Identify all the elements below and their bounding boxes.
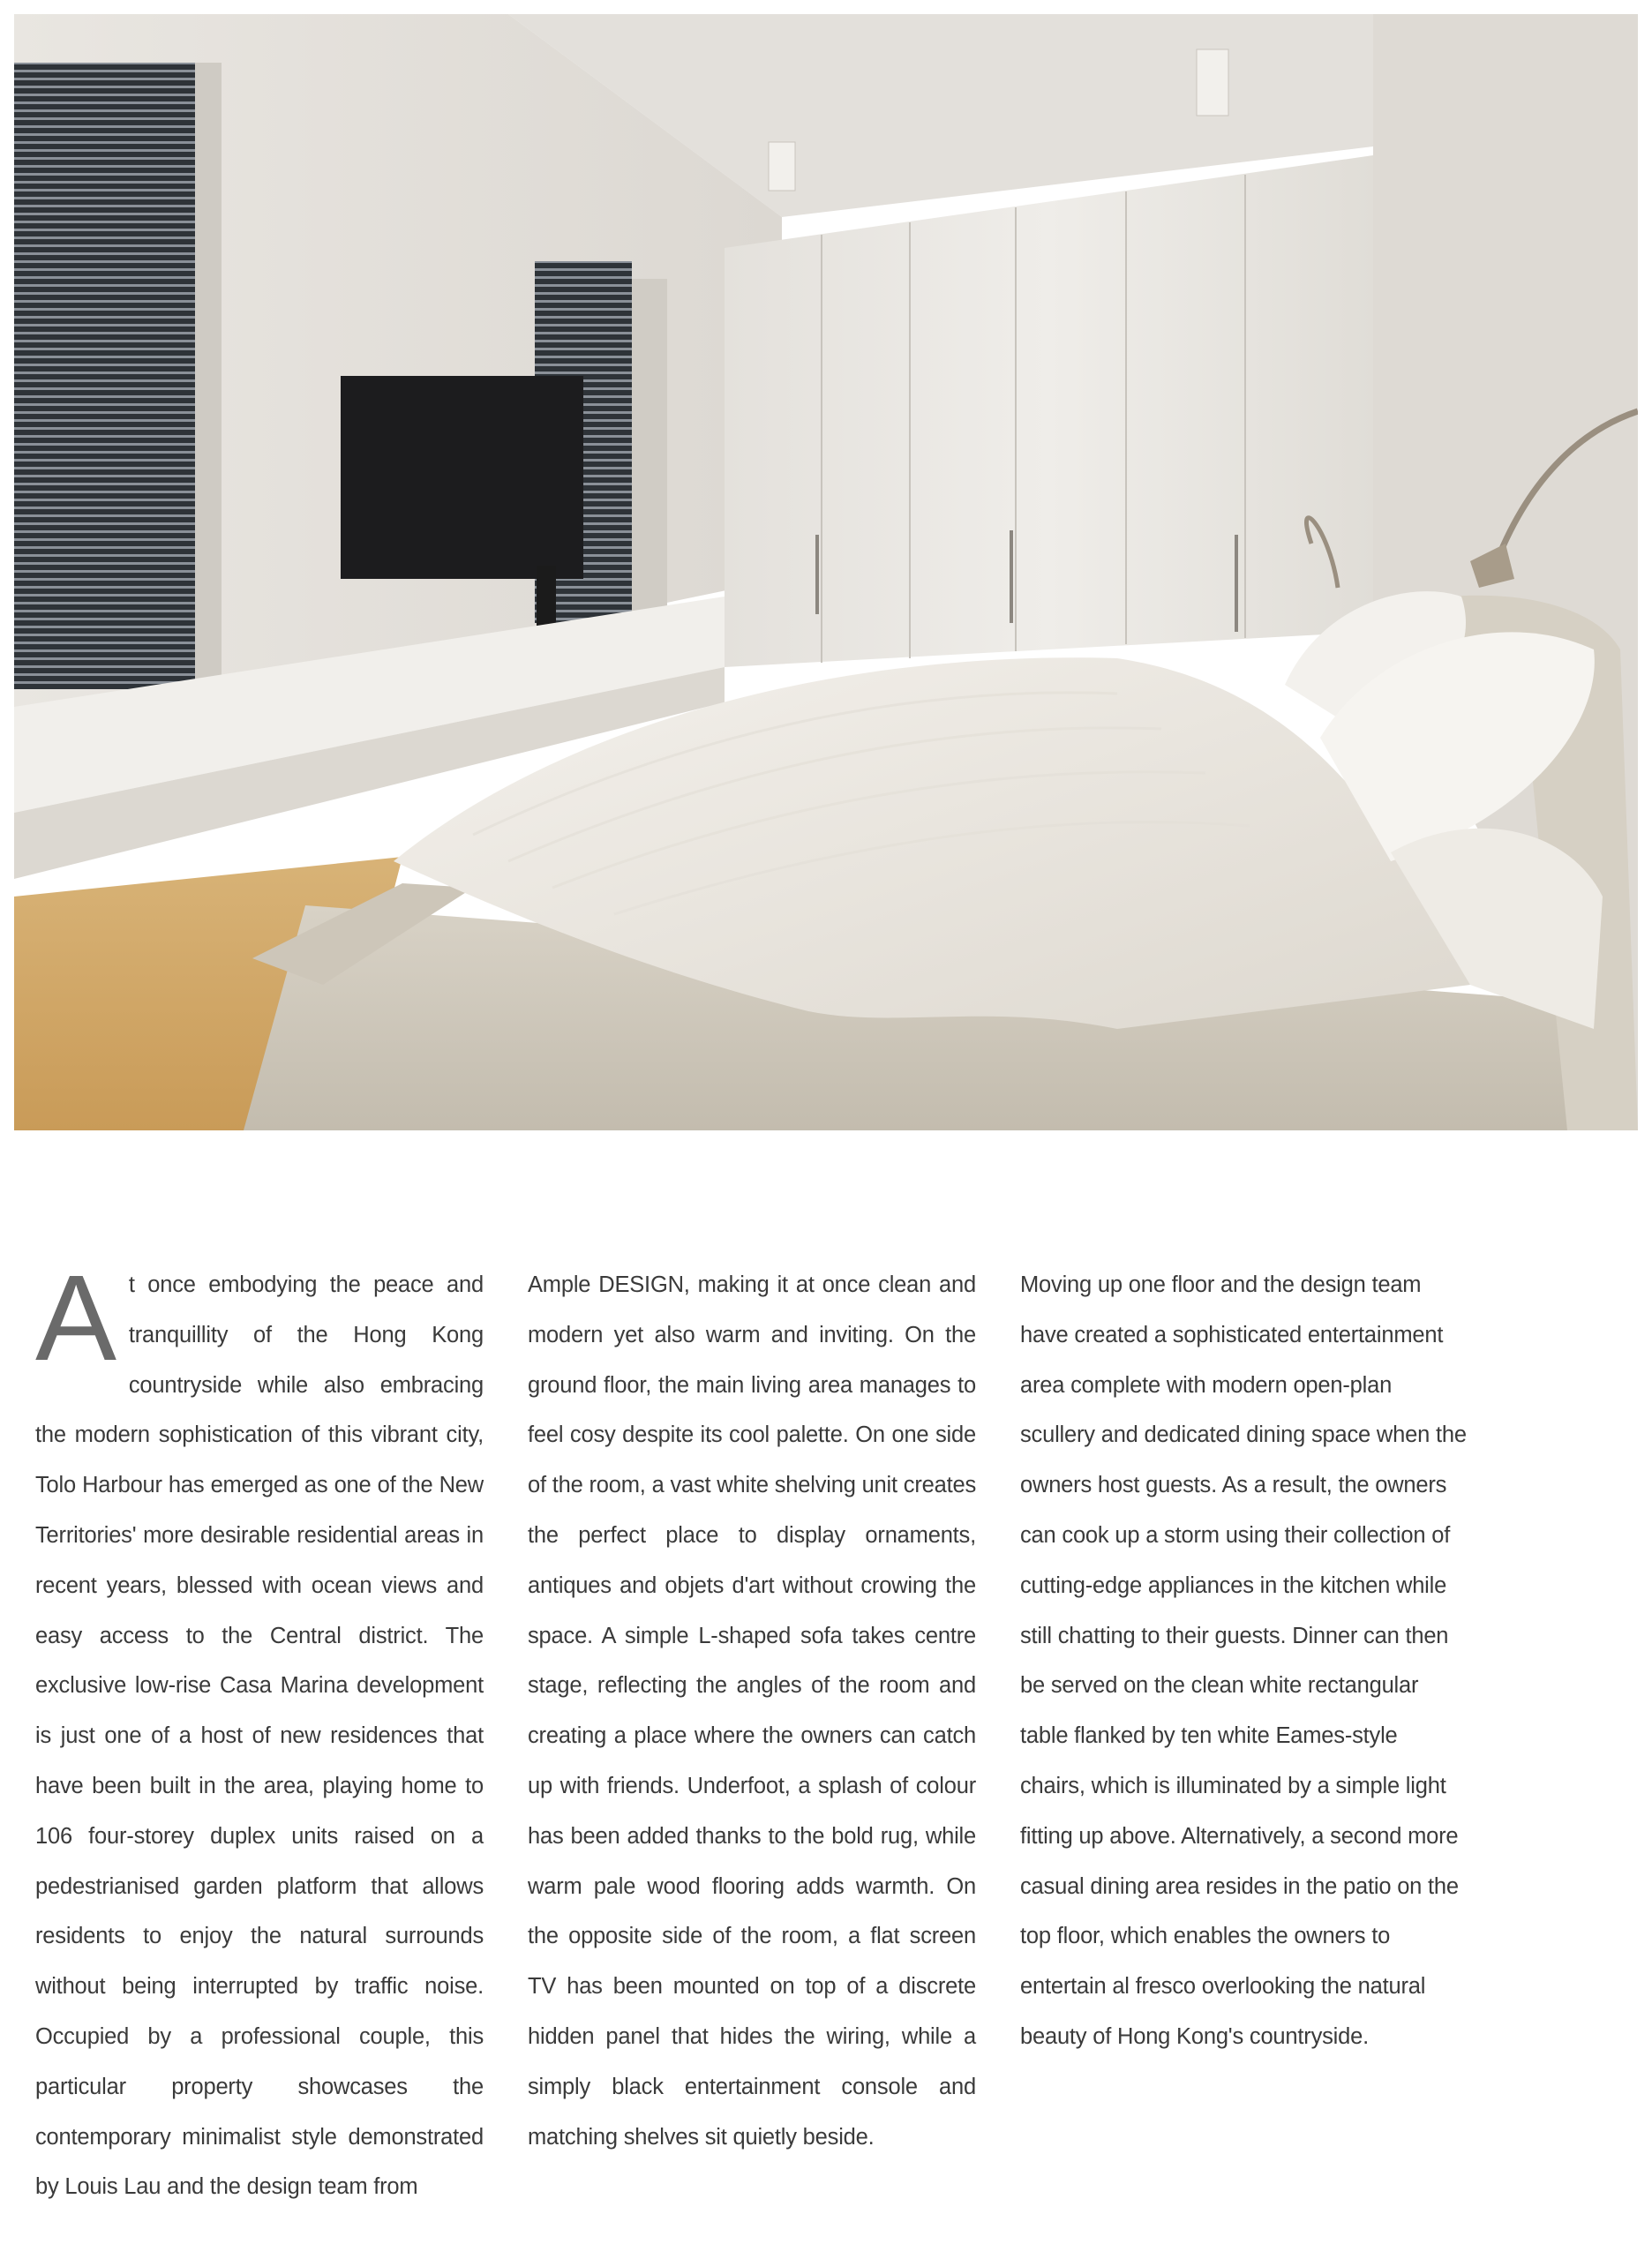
- article-paragraph-3: Moving up one floor and the design team have created a sophisticated entertainment area complete with modern open-plan scullery and dedicated dining space when the owners host guests. As a result, the owners can cook up a storm using their collection of cutting-edge appliances in the kitchen while still chatting to their guests. Dinner can then be served on the clean white rectangular table flanked by ten white Eames-style chairs, which is illuminated by a simple light fitting up above. Alternatively, a second more casual dining area resides in the patio on the top floor, which enables the owners to entertain al fresco overlooking the natural beauty of Hong Kong's countryside.: [1020, 1272, 1467, 2049]
- article-column-2: [528, 1260, 976, 2162]
- article-column-3: [1020, 1260, 1468, 2062]
- article-paragraph-1: t once embodying the peace and tranquillity of the Hong Kong countryside while also embracing the modern sophistication of this vibrant city, Tolo Harbour has emerged as one of the New Territories' more desirable residential areas in recent years, blessed with ocean views and easy access to the Central district. The exclusive low-rise Casa Marina development is just one of a host of new residences that have been built in the area, playing home to 106 four-storey duplex units raised on a pedestrianised garden platform that allows residents to enjoy the natural surrounds without being interrupted by traffic noise. Occupied by a professional couple, this particular property showcases the contemporary minimalist style demonstrated by Louis Lau and the design team from: [35, 1272, 484, 2200]
- article-column-1: [35, 1250, 484, 2212]
- bedroom-photo: [14, 14, 1638, 1130]
- bedroom-illustration: [14, 14, 1638, 1130]
- article-paragraph-2: Ample DESIGN, making it at once clean and modern yet also warm and inviting. On the ground floor, the main living area manages to feel cosy despite its cool palette. On one side of the room, a vast white shelving unit creates the perfect place to display ornaments, antiques and objets d'art without crowing the space. A simple L-shaped sofa takes centre stage, reflecting the angles of the room and creating a place where the owners can catch up with friends. Underfoot, a splash of colour has been added thanks to the bold rug, while warm pale wood flooring adds warmth. On the opposite side of the room, a flat screen TV has been mounted on top of a discrete hidden panel that hides the wiring, while a simply black entertainment console and matching shelves sit quietly beside.: [528, 1272, 976, 2150]
- drop-cap: A: [35, 1250, 116, 1386]
- article-body: [35, 1250, 1474, 2240]
